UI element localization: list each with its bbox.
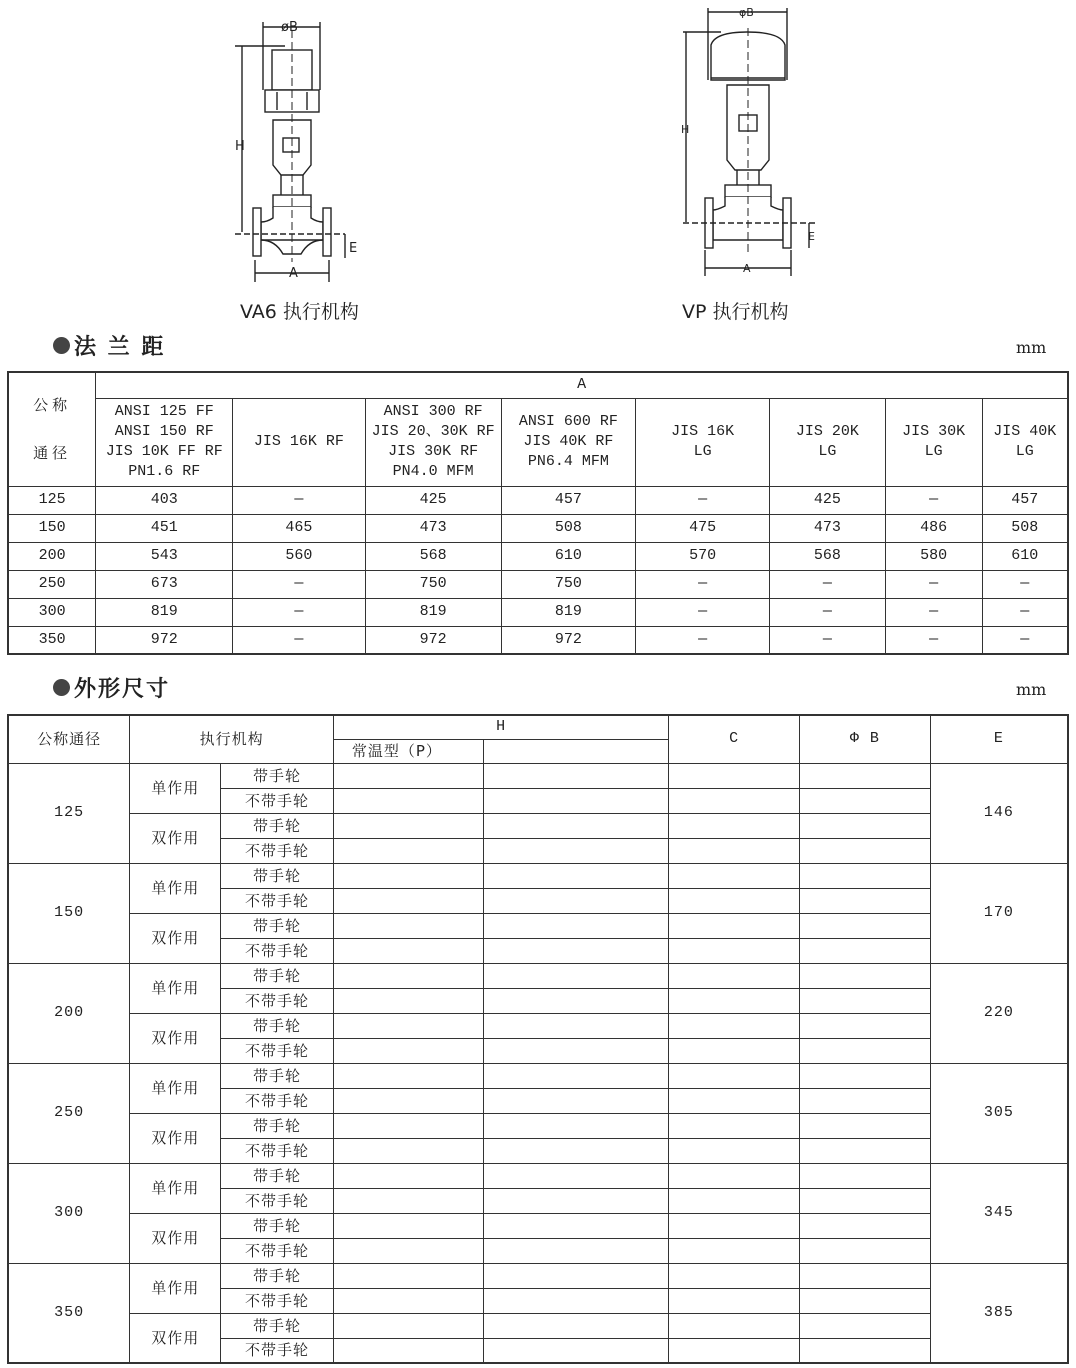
- action-type-cell: 单作用: [130, 1263, 221, 1313]
- c-cell: [669, 1313, 800, 1338]
- action-type-cell: 双作用: [130, 1213, 221, 1263]
- h-other-cell: [483, 1038, 669, 1063]
- svg-text:A: A: [743, 262, 751, 275]
- table-row: [8, 1213, 1068, 1238]
- phib-cell: [799, 913, 930, 938]
- value-cell: 750: [501, 570, 636, 598]
- handwheel-cell: 不带手轮: [221, 988, 334, 1013]
- h-normal-cell: [333, 1263, 483, 1288]
- h-other-cell: [483, 1188, 669, 1213]
- svg-text:øB: øB: [281, 20, 298, 35]
- h-normal-temp-header: 常温型（P）: [333, 739, 483, 763]
- h-normal-cell: [333, 1088, 483, 1113]
- c-cell: [669, 1213, 800, 1238]
- value-cell: —: [233, 598, 366, 626]
- dn-cell: 150: [8, 863, 130, 963]
- h-other-cell: [483, 1163, 669, 1188]
- flange-distance-table: [7, 371, 1069, 655]
- h-normal-cell: [333, 1163, 483, 1188]
- action-type-cell: 单作用: [130, 1163, 221, 1213]
- handwheel-cell: 带手轮: [221, 1063, 334, 1088]
- dimensions-section-title: [53, 672, 170, 703]
- value-cell: —: [885, 626, 982, 654]
- table-row: [8, 570, 1068, 598]
- h-other-cell: [483, 838, 669, 863]
- e-header: E: [930, 715, 1068, 763]
- handwheel-cell: 不带手轮: [221, 788, 334, 813]
- value-cell: 972: [501, 626, 636, 654]
- col-header: ANSI 125 FF ANSI 150 RF JIS 10K FF RF PN1.6 RF: [96, 398, 233, 486]
- phib-cell: [799, 1138, 930, 1163]
- table-row: [8, 514, 1068, 542]
- h-other-cell: [483, 938, 669, 963]
- h-normal-cell: [333, 838, 483, 863]
- col-header: JIS 30K LG: [885, 398, 982, 486]
- h-blank-header: [483, 739, 669, 763]
- value-cell: —: [636, 570, 770, 598]
- value-cell: 568: [770, 542, 886, 570]
- c-cell: [669, 1338, 800, 1363]
- h-other-cell: [483, 1013, 669, 1038]
- value-cell: —: [233, 570, 366, 598]
- handwheel-cell: 不带手轮: [221, 1338, 334, 1363]
- dn-cell: 300: [8, 1163, 130, 1263]
- handwheel-cell: 不带手轮: [221, 888, 334, 913]
- h-normal-cell: [333, 1038, 483, 1063]
- handwheel-cell: 带手轮: [221, 1263, 334, 1288]
- handwheel-cell: 带手轮: [221, 763, 334, 788]
- dn-header: 公称 通径: [8, 372, 96, 486]
- e-cell: 345: [930, 1163, 1068, 1263]
- value-cell: —: [770, 570, 886, 598]
- value-cell: 560: [233, 542, 366, 570]
- value-cell: —: [770, 626, 886, 654]
- c-cell: [669, 1138, 800, 1163]
- value-cell: 465: [233, 514, 366, 542]
- handwheel-cell: 不带手轮: [221, 1138, 334, 1163]
- flange-unit: mm: [1016, 338, 1047, 357]
- dn-cell: 350: [8, 1263, 130, 1363]
- table-row: [8, 626, 1068, 654]
- value-cell: 819: [96, 598, 233, 626]
- c-cell: [669, 788, 800, 813]
- handwheel-cell: 带手轮: [221, 1113, 334, 1138]
- value-cell: 473: [770, 514, 886, 542]
- handwheel-cell: 带手轮: [221, 963, 334, 988]
- e-cell: 305: [930, 1063, 1068, 1163]
- h-other-cell: [483, 863, 669, 888]
- h-normal-cell: [333, 1013, 483, 1038]
- action-type-cell: 单作用: [130, 863, 221, 913]
- action-type-cell: 单作用: [130, 763, 221, 813]
- action-type-cell: 双作用: [130, 813, 221, 863]
- c-cell: [669, 763, 800, 788]
- action-type-cell: 双作用: [130, 913, 221, 963]
- h-normal-cell: [333, 988, 483, 1013]
- handwheel-cell: 带手轮: [221, 1213, 334, 1238]
- table-row: [8, 486, 1068, 514]
- col-header: JIS 20K LG: [770, 398, 886, 486]
- c-cell: [669, 1038, 800, 1063]
- svg-text:E: E: [349, 241, 358, 256]
- value-cell: —: [636, 486, 770, 514]
- a-group-header: A: [96, 372, 1068, 398]
- value-cell: 610: [501, 542, 636, 570]
- h-normal-cell: [333, 1113, 483, 1138]
- dimensions-title-text: 外形尺寸: [74, 677, 171, 702]
- phib-cell: [799, 1263, 930, 1288]
- phib-cell: [799, 813, 930, 838]
- c-cell: [669, 1238, 800, 1263]
- bullet-icon: [53, 337, 70, 354]
- h-normal-cell: [333, 863, 483, 888]
- h-other-cell: [483, 1313, 669, 1338]
- value-cell: —: [982, 626, 1068, 654]
- h-other-cell: [483, 1138, 669, 1163]
- value-cell: 451: [96, 514, 233, 542]
- h-other-cell: [483, 1338, 669, 1363]
- flange-column-headers: [8, 398, 1068, 486]
- dn-cell: 350: [8, 626, 96, 654]
- c-cell: [669, 1088, 800, 1113]
- phib-cell: [799, 938, 930, 963]
- dimensions-unit: mm: [1016, 680, 1047, 699]
- table-row: [8, 1263, 1068, 1288]
- h-normal-cell: [333, 1338, 483, 1363]
- h-other-cell: [483, 1288, 669, 1313]
- c-cell: [669, 963, 800, 988]
- bullet-icon: [53, 679, 70, 696]
- flange-title-text: 法 兰 距: [74, 335, 166, 360]
- c-cell: [669, 988, 800, 1013]
- c-cell: [669, 1163, 800, 1188]
- h-other-cell: [483, 1238, 669, 1263]
- value-cell: 819: [501, 598, 636, 626]
- handwheel-cell: 不带手轮: [221, 1088, 334, 1113]
- phib-cell: [799, 1013, 930, 1038]
- actuator-header: 执行机构: [130, 715, 334, 763]
- dn-cell: 200: [8, 963, 130, 1063]
- table-row: [8, 1163, 1068, 1188]
- action-type-cell: 双作用: [130, 1013, 221, 1063]
- h-other-cell: [483, 1113, 669, 1138]
- svg-text:H: H: [235, 139, 245, 154]
- h-normal-cell: [333, 913, 483, 938]
- handwheel-cell: 不带手轮: [221, 1188, 334, 1213]
- c-cell: [669, 1263, 800, 1288]
- h-other-cell: [483, 1263, 669, 1288]
- phib-cell: [799, 1113, 930, 1138]
- value-cell: 486: [885, 514, 982, 542]
- table-row: [8, 598, 1068, 626]
- h-normal-cell: [333, 813, 483, 838]
- va6-valve-drawing-icon: [225, 0, 385, 290]
- value-cell: 508: [982, 514, 1068, 542]
- h-normal-cell: [333, 1313, 483, 1338]
- h-header: H: [333, 715, 668, 739]
- value-cell: 819: [365, 598, 501, 626]
- value-cell: 972: [96, 626, 233, 654]
- phib-cell: [799, 863, 930, 888]
- h-other-cell: [483, 1213, 669, 1238]
- handwheel-cell: 带手轮: [221, 1313, 334, 1338]
- value-cell: 508: [501, 514, 636, 542]
- c-cell: [669, 938, 800, 963]
- c-cell: [669, 863, 800, 888]
- c-cell: [669, 813, 800, 838]
- phib-cell: [799, 1338, 930, 1363]
- e-cell: 146: [930, 763, 1068, 863]
- phib-cell: [799, 838, 930, 863]
- h-normal-cell: [333, 1288, 483, 1313]
- c-cell: [669, 1113, 800, 1138]
- handwheel-cell: 不带手轮: [221, 1238, 334, 1263]
- value-cell: 750: [365, 570, 501, 598]
- h-normal-cell: [333, 763, 483, 788]
- value-cell: 580: [885, 542, 982, 570]
- h-normal-cell: [333, 1138, 483, 1163]
- phib-cell: [799, 1238, 930, 1263]
- c-cell: [669, 1063, 800, 1088]
- value-cell: 475: [636, 514, 770, 542]
- handwheel-cell: 带手轮: [221, 863, 334, 888]
- h-other-cell: [483, 963, 669, 988]
- phib-cell: [799, 988, 930, 1013]
- table-row: [8, 963, 1068, 988]
- e-cell: 170: [930, 863, 1068, 963]
- handwheel-cell: 不带手轮: [221, 938, 334, 963]
- col-header: ANSI 300 RF JIS 20、30K RF JIS 30K RF PN4.0 MFM: [365, 398, 501, 486]
- phib-cell: [799, 1288, 930, 1313]
- phib-cell: [799, 1088, 930, 1113]
- action-type-cell: 双作用: [130, 1313, 221, 1363]
- h-other-cell: [483, 1088, 669, 1113]
- handwheel-cell: 不带手轮: [221, 1038, 334, 1063]
- h-normal-cell: [333, 938, 483, 963]
- h-normal-cell: [333, 888, 483, 913]
- phib-cell: [799, 1063, 930, 1088]
- h-other-cell: [483, 1063, 669, 1088]
- phib-cell: [799, 963, 930, 988]
- table-row: [8, 813, 1068, 838]
- table-row: [8, 542, 1068, 570]
- vp-valve-drawing-icon: [675, 0, 825, 290]
- h-other-cell: [483, 888, 669, 913]
- dn-cell: 200: [8, 542, 96, 570]
- value-cell: 568: [365, 542, 501, 570]
- c-header: C: [669, 715, 800, 763]
- phib-cell: [799, 788, 930, 813]
- action-type-cell: 单作用: [130, 963, 221, 1013]
- dn-cell: 125: [8, 486, 96, 514]
- va6-caption: VA6 执行机构: [240, 301, 359, 323]
- handwheel-cell: 带手轮: [221, 813, 334, 838]
- c-cell: [669, 913, 800, 938]
- h-normal-cell: [333, 788, 483, 813]
- handwheel-cell: 不带手轮: [221, 1288, 334, 1313]
- phib-cell: [799, 888, 930, 913]
- value-cell: —: [233, 486, 366, 514]
- table-row: [8, 1313, 1068, 1338]
- c-cell: [669, 1013, 800, 1038]
- h-other-cell: [483, 813, 669, 838]
- h-other-cell: [483, 763, 669, 788]
- h-other-cell: [483, 913, 669, 938]
- dn-cell: 250: [8, 570, 96, 598]
- handwheel-cell: 带手轮: [221, 1163, 334, 1188]
- dn-cell: 300: [8, 598, 96, 626]
- col-header: JIS 16K RF: [233, 398, 366, 486]
- h-normal-cell: [333, 1188, 483, 1213]
- value-cell: 673: [96, 570, 233, 598]
- value-cell: —: [770, 598, 886, 626]
- action-type-cell: 单作用: [130, 1063, 221, 1113]
- col-header: JIS 40K LG: [982, 398, 1068, 486]
- phib-cell: [799, 1188, 930, 1213]
- col-header: JIS 16K LG: [636, 398, 770, 486]
- vp-caption: VP 执行机构: [682, 301, 789, 323]
- table-row: [8, 1013, 1068, 1038]
- phib-header: Φ B: [799, 715, 930, 763]
- flange-section-title: [53, 330, 165, 361]
- handwheel-cell: 带手轮: [221, 1013, 334, 1038]
- c-cell: [669, 1288, 800, 1313]
- phib-cell: [799, 1313, 930, 1338]
- value-cell: 457: [501, 486, 636, 514]
- svg-text:E: E: [808, 230, 815, 243]
- h-other-cell: [483, 788, 669, 813]
- vp-actuator-figure: [675, 0, 825, 290]
- table-row: [8, 1063, 1068, 1088]
- phib-cell: [799, 763, 930, 788]
- c-cell: [669, 1188, 800, 1213]
- e-cell: 220: [930, 963, 1068, 1063]
- table-row: [8, 863, 1068, 888]
- value-cell: —: [885, 486, 982, 514]
- dn-header: 公称通径: [8, 715, 130, 763]
- phib-cell: [799, 1163, 930, 1188]
- value-cell: —: [885, 598, 982, 626]
- svg-text:φB: φB: [739, 6, 754, 19]
- value-cell: 610: [982, 542, 1068, 570]
- value-cell: —: [636, 626, 770, 654]
- value-cell: 972: [365, 626, 501, 654]
- value-cell: 403: [96, 486, 233, 514]
- value-cell: —: [982, 598, 1068, 626]
- handwheel-cell: 带手轮: [221, 913, 334, 938]
- value-cell: 543: [96, 542, 233, 570]
- phib-cell: [799, 1213, 930, 1238]
- h-normal-cell: [333, 1238, 483, 1263]
- c-cell: [669, 888, 800, 913]
- svg-text:H: H: [681, 123, 690, 136]
- value-cell: —: [982, 570, 1068, 598]
- outline-dimensions-table: [7, 714, 1069, 1364]
- value-cell: 425: [770, 486, 886, 514]
- svg-text:A: A: [289, 266, 298, 281]
- value-cell: 457: [982, 486, 1068, 514]
- col-header: ANSI 600 RF JIS 40K RF PN6.4 MFM: [501, 398, 636, 486]
- value-cell: 473: [365, 514, 501, 542]
- table-row: [8, 1113, 1068, 1138]
- table-row: [8, 913, 1068, 938]
- dn-cell: 150: [8, 514, 96, 542]
- va6-actuator-figure: [225, 0, 385, 290]
- h-other-cell: [483, 988, 669, 1013]
- h-normal-cell: [333, 1063, 483, 1088]
- value-cell: 570: [636, 542, 770, 570]
- value-cell: 425: [365, 486, 501, 514]
- h-normal-cell: [333, 1213, 483, 1238]
- action-type-cell: 双作用: [130, 1113, 221, 1163]
- dn-cell: 125: [8, 763, 130, 863]
- table-row: [8, 763, 1068, 788]
- dn-cell: 250: [8, 1063, 130, 1163]
- c-cell: [669, 838, 800, 863]
- value-cell: —: [885, 570, 982, 598]
- h-normal-cell: [333, 963, 483, 988]
- value-cell: —: [233, 626, 366, 654]
- phib-cell: [799, 1038, 930, 1063]
- value-cell: —: [636, 598, 770, 626]
- e-cell: 385: [930, 1263, 1068, 1363]
- handwheel-cell: 不带手轮: [221, 838, 334, 863]
